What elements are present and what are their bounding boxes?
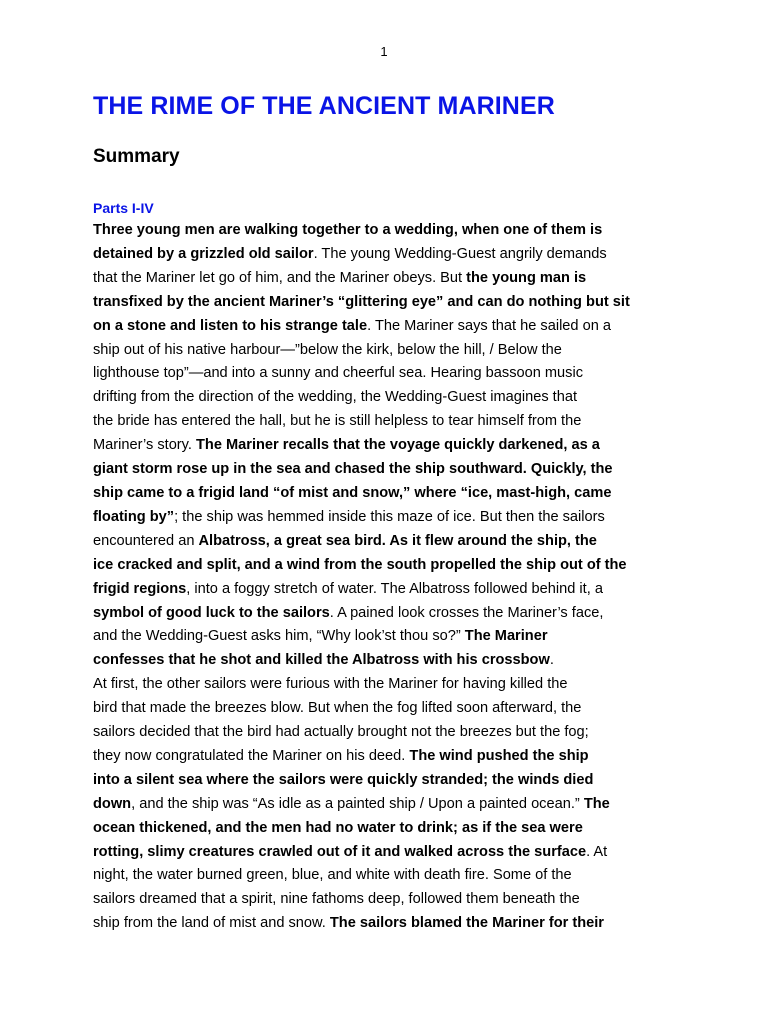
bold-text-run: The Mariner recalls that the voyage quickly darkened, as a: [196, 437, 600, 454]
bold-text-run: giant storm rose up in the sea and chased the ship southward. Quickly, the: [93, 461, 613, 478]
document-title: THE RIME OF THE ANCIENT MARINER: [93, 92, 555, 120]
text-line: [93, 339, 693, 363]
text-line: [93, 506, 693, 530]
text-line: [93, 458, 693, 482]
text-run: drifting from the direction of the wedding, the Wedding-Guest imagines that: [93, 389, 578, 406]
text-line: [93, 769, 693, 793]
text-line: [93, 649, 693, 673]
bold-text-run: ship came to a frigid land “of mist and snow,” where “ice, mast-high, came: [93, 484, 612, 501]
bold-text-run: The: [583, 795, 610, 812]
bold-text-run: symbol of good luck to the sailors: [93, 604, 330, 621]
text-line: [93, 554, 693, 578]
text-line: [93, 219, 693, 243]
text-line: [93, 745, 693, 769]
text-line: [93, 386, 693, 410]
text-line: [93, 315, 693, 339]
section-heading: Parts I-IV: [93, 200, 154, 216]
text-line: [93, 482, 693, 506]
text-run: ; the ship was hemmed inside this maze of ice. But then the sailors: [174, 508, 605, 525]
text-line: [93, 243, 693, 267]
text-run: At first, the other sailors were furious with the Mariner for having killed the: [93, 676, 568, 693]
bold-text-run: frigid regions: [93, 580, 187, 597]
text-line: [93, 673, 693, 697]
text-line: [93, 888, 693, 912]
text-line: [93, 578, 693, 602]
bold-text-run: confesses that he shot and killed the Albatross with his crossbow: [93, 652, 550, 669]
text-run: encountered an: [93, 532, 199, 549]
text-run: . The Mariner says that he sailed on a: [367, 317, 611, 334]
text-run: Mariner’s story.: [93, 437, 196, 454]
bold-text-run: ice cracked and split, and a wind from the south propelled the ship out of the: [93, 556, 627, 573]
text-line: [93, 410, 693, 434]
text-run: . At: [586, 843, 608, 860]
text-line: [93, 625, 693, 649]
text-run: .: [549, 652, 554, 669]
text-line: [93, 291, 693, 315]
text-run: ship from the land of mist and snow.: [93, 915, 330, 932]
text-line: [93, 864, 693, 888]
bold-text-run: Three young men are walking together to a wedding, when one of them is: [93, 222, 603, 238]
text-run: , into a foggy stretch of water. The Albatross followed behind it, a: [186, 580, 603, 597]
bold-text-run: the young man is: [466, 269, 587, 286]
bold-text-run: detained by a grizzled old sailor: [93, 245, 314, 262]
bold-text-run: Albatross, a great sea bird. As it flew around the ship, the: [198, 532, 597, 549]
text-run: the bride has entered the hall, but he is still helpless to tear himself from the: [93, 413, 582, 430]
bold-text-run: ocean thickened, and the men had no water to drink; as if the sea were: [93, 819, 583, 836]
text-run: , and the ship was “As idle as a painted ship / Upon a painted ocean.”: [131, 795, 584, 812]
bold-text-run: The wind pushed the ship: [409, 747, 589, 764]
text-line: [93, 912, 693, 936]
text-line: [93, 602, 693, 626]
bold-text-run: rotting, slimy creatures crawled out of it and walked across the surface: [93, 843, 587, 860]
text-line: [93, 362, 693, 386]
bold-text-run: floating by”: [93, 508, 175, 525]
bold-text-run: into a silent sea where the sailors were quickly stranded; the winds died: [93, 771, 594, 788]
text-line: [93, 793, 693, 817]
text-line: [93, 697, 693, 721]
bold-text-run: The sailors blamed the Mariner for their: [329, 915, 604, 932]
summary-heading: Summary: [93, 146, 180, 167]
bold-text-run: transfixed by the ancient Mariner’s “glittering eye” and can do nothing but sit: [93, 293, 630, 310]
text-line: [93, 267, 693, 291]
text-run: they now congratulated the Mariner on his deed.: [93, 747, 410, 764]
text-line: [93, 841, 693, 865]
text-run: lighthouse top”—and into a sunny and cheerful sea. Hearing bassoon music: [93, 365, 584, 382]
text-line: [93, 721, 693, 745]
bold-text-run: The Mariner: [464, 628, 548, 645]
text-run: . The young Wedding-Guest angrily demands: [313, 245, 607, 262]
text-run: bird that made the breezes blow. But when the fog lifted soon afterward, the: [93, 700, 582, 717]
page-number: 1: [380, 44, 388, 59]
text-line: [93, 434, 693, 458]
bold-text-run: down: [93, 795, 132, 812]
text-run: ship out of his native harbour—”below the kirk, below the hill, / Below the: [93, 341, 562, 358]
text-run: sailors dreamed that a spirit, nine fathoms deep, followed them beneath the: [93, 891, 580, 908]
text-run: that the Mariner let go of him, and the Mariner obeys. But: [93, 269, 467, 286]
bold-text-run: on a stone and listen to his strange tale: [93, 317, 368, 334]
text-run: . A pained look crosses the Mariner’s face,: [329, 604, 604, 621]
text-run: sailors decided that the bird had actually brought not the breezes but the fog;: [93, 724, 589, 741]
text-line: [93, 817, 693, 841]
text-line: [93, 530, 693, 554]
text-run: and the Wedding-Guest asks him, “Why look’st thou so?”: [93, 628, 465, 645]
text-run: night, the water burned green, blue, and white with death fire. Some of the: [93, 867, 572, 884]
summary-paragraph: [93, 219, 693, 936]
